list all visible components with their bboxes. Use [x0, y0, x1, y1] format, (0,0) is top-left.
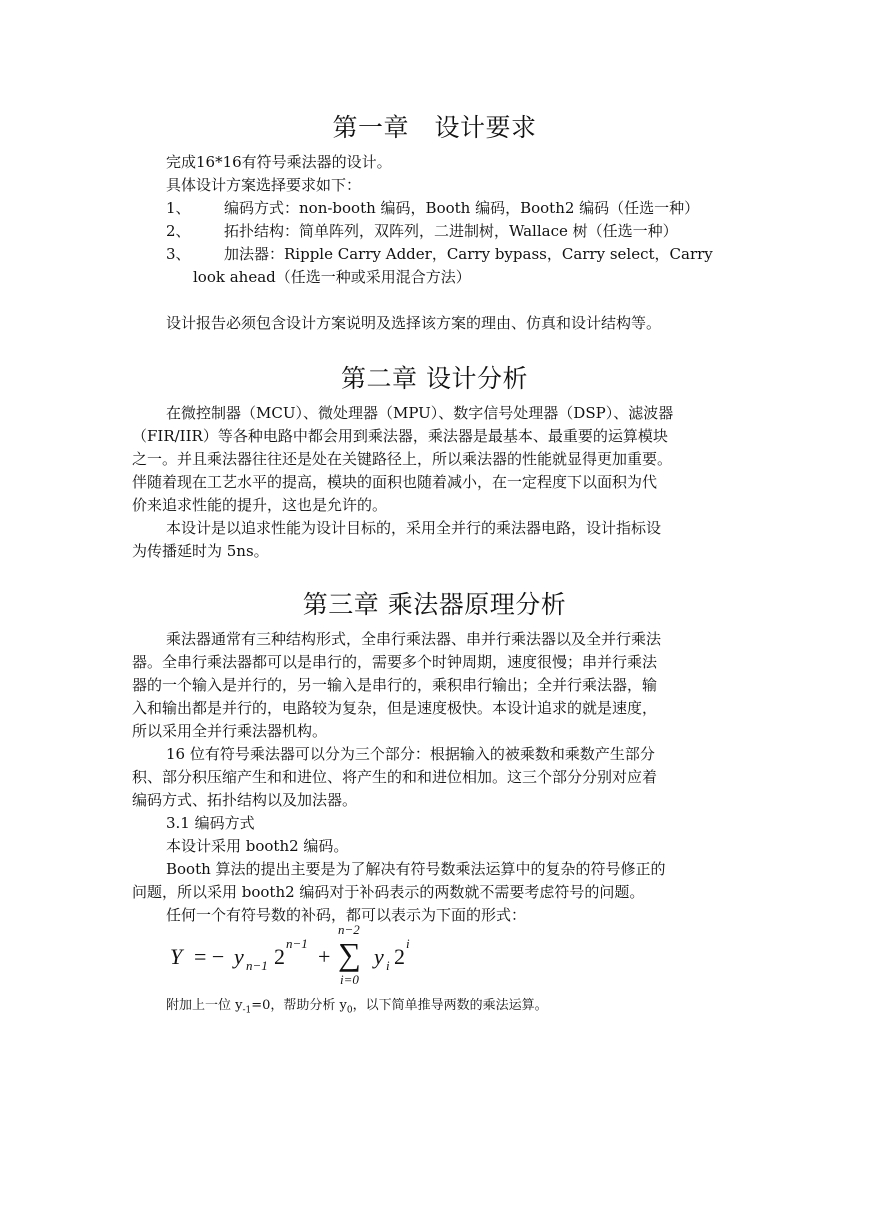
formula-exponent: n−1 — [286, 936, 308, 951]
requirement-item-3 — [166, 243, 738, 289]
formula-y-term: y — [234, 944, 244, 969]
note-text-after: ，以下简单推导两数的乘法运算。 — [352, 998, 548, 1013]
chapter1-title: 第一章 设计要求 — [332, 113, 537, 142]
formula-base: 2 — [274, 944, 285, 969]
text-line: 入和输出都是并行的，电路较为复杂，但是速度极快。本设计追求的就是速度， — [132, 699, 658, 717]
text-line: 器的一个输入是并行的，另一输入是串行的，乘积串行输出；全并行乘法器，输 — [132, 676, 658, 694]
analysis-note — [166, 996, 548, 1021]
text-line: Booth 算法的提出主要是为了解决有符号数乘法运算中的复杂的符号修正的 — [166, 860, 666, 878]
text-line: 器。全串行乘法器都可以是串行的，需要多个时钟周期，速度很慢；串并行乘法 — [132, 653, 658, 671]
note-text-middle: =0，帮助分析 y — [251, 998, 347, 1013]
text-line: 在微控制器（MCU）、微处理器（MPU）、数字信号处理器（DSP）、滤波器 — [166, 404, 674, 422]
formula-exponent-2: i — [406, 936, 410, 951]
formula-yi-term: y — [374, 944, 384, 969]
requirement-item-2 — [166, 220, 738, 243]
text-line: 所以采用全并行乘法器机构。 — [132, 722, 328, 740]
chapter3-title: 第三章 乘法器原理分析 — [302, 590, 567, 619]
text-line: 之一。并且乘法器往往还是处在关键路径上，所以乘法器的性能就显得更加重要。 — [132, 450, 673, 468]
requirement-item-1 — [166, 197, 738, 220]
chapter3-para5: 任何一个有符号数的补码，都可以表示为下面的形式： — [166, 906, 527, 924]
formula-plus: + — [318, 944, 331, 969]
chapter1-para1: 完成16*16有符号乘法器的设计。 — [166, 153, 392, 171]
formula-sigma: ∑ — [338, 936, 361, 972]
chapter2-paragraph-1 — [132, 402, 737, 517]
text-line: 价来追求性能的提升，这也是允许的。 — [132, 496, 388, 514]
chapter3-para3: 本设计采用 booth2 编码。 — [166, 837, 349, 855]
formula-sum-upper: n−2 — [338, 922, 360, 937]
text-line: （FIR/IIR）等各种电路中都会用到乘法器，乘法器是最基本、最重要的运算模块 — [132, 427, 668, 445]
chapter2-paragraph-2 — [132, 517, 737, 563]
text-line: 问题，所以采用 booth2 编码对于补码表示的两数就不需要考虑符号的问题。 — [132, 883, 645, 901]
chapter3-paragraph-1 — [132, 628, 737, 743]
formula-sum-lower: i=0 — [340, 972, 359, 987]
chapter1-para3: 设计报告必须包含设计方案说明及选择该方案的理由、仿真和设计结构等。 — [166, 314, 662, 332]
note-subscript-1: -1 — [242, 1005, 252, 1016]
requirement-number: 2、 — [166, 222, 191, 240]
formula-yi-subscript: i — [386, 958, 390, 973]
chapter3-paragraph-2 — [132, 743, 737, 812]
text-line: 本设计是以追求性能为设计目标的，采用全并行的乘法器电路，设计指标设 — [166, 519, 662, 537]
requirement-text: 拓扑结构：简单阵列，双阵列，二进制树，Wallace 树（任选一种） — [224, 222, 678, 240]
requirement-text-continuation: look ahead（任选一种或采用混合方法） — [193, 268, 471, 286]
requirement-text: 编码方式：non-booth 编码，Booth 编码，Booth2 编码（任选一种） — [224, 199, 700, 217]
chapter2-title: 第二章 设计分析 — [341, 364, 528, 393]
note-text-before: 附加上一位 y — [166, 998, 243, 1013]
text-line: 伴随着现在工艺水平的提高，模块的面积也随着减小，在一定程度下以面积为代 — [132, 473, 658, 491]
section-heading-3-1: 3.1 编码方式 — [166, 814, 255, 832]
chapter1-para2: 具体设计方案选择要求如下： — [166, 176, 362, 194]
complement-formula — [170, 922, 430, 992]
text-line: 16 位有符号乘法器可以分为三个部分：根据输入的被乘数和乘数产生部分 — [166, 745, 655, 763]
requirement-number: 1、 — [166, 199, 191, 217]
formula-equals-minus: = − — [194, 944, 225, 969]
text-line: 乘法器通常有三种结构形式，全串行乘法器、串并行乘法器以及全并行乘法 — [166, 630, 662, 648]
requirement-number: 3、 — [166, 245, 191, 263]
text-line: 积、部分积压缩产生和和进位、将产生的和和进位相加。这三个部分分别对应着 — [132, 768, 658, 786]
chapter3-paragraph-4 — [132, 858, 737, 904]
formula-lhs: Y — [170, 944, 183, 969]
text-line: 编码方式、拓扑结构以及加法器。 — [132, 791, 358, 809]
text-line: 为传播延时为 5ns。 — [132, 542, 269, 560]
formula-y-subscript: n−1 — [246, 958, 268, 973]
note-subscript-2: 0 — [346, 1005, 353, 1016]
requirement-text: 加法器：Ripple Carry Adder，Carry bypass，Carry select，Carry — [224, 245, 713, 263]
formula-base-2: 2 — [394, 944, 405, 969]
